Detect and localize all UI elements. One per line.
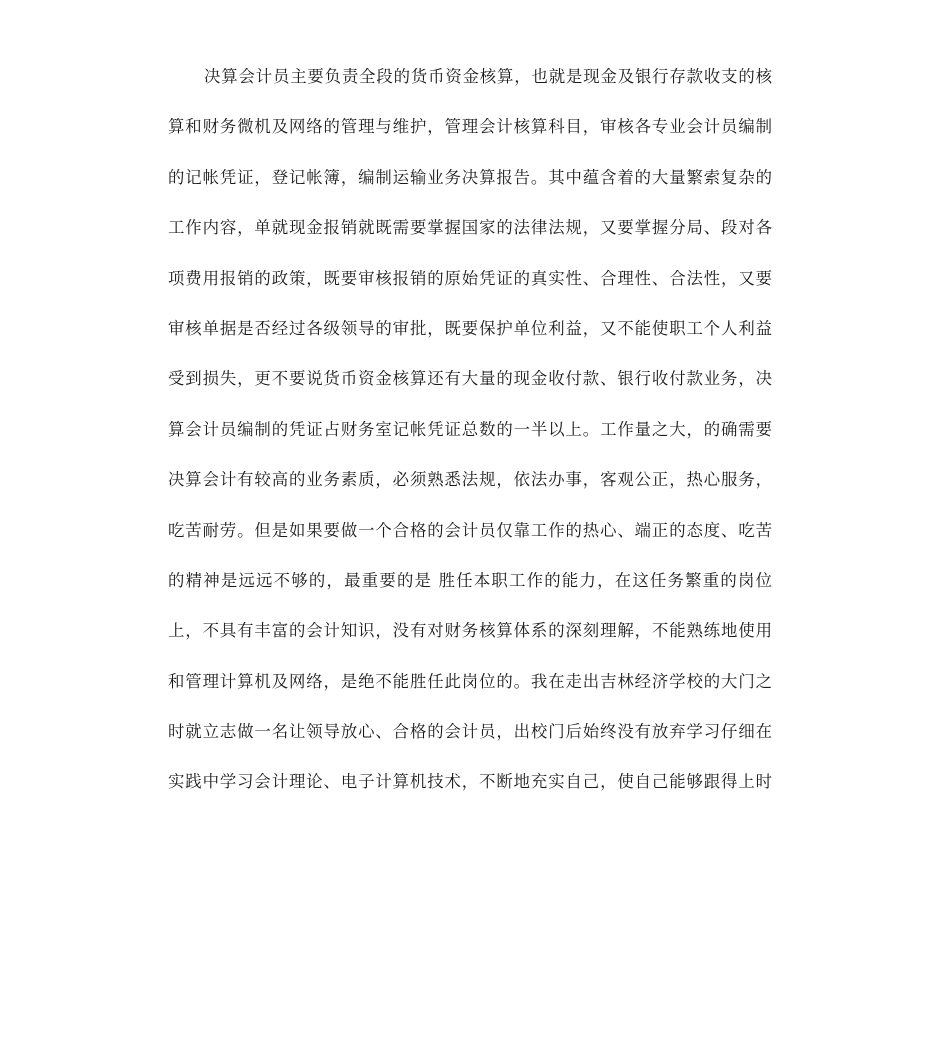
paragraph-line: 上，不具有丰富的会计知识，没有对财务核算体系的深刻理解，不能熟练地使用 [168,621,772,641]
paragraph-line: 的精神是远远不够的，最重要的是 胜任本职工作的能力，在这任务繁重的岗位 [168,570,772,590]
paragraph-line: 时就立志做一名让领导放心、合格的会计员，出校门后始终没有放弃学习仔细在 [168,722,772,742]
paragraph-line: 算会计员编制的凭证占财务室记帐凭证总数的一半以上。工作量之大，的确需要 [168,419,772,439]
paragraph-line: 算和财务微机及网络的管理与维护，管理会计核算科目，审核各专业会计员编制 [168,117,772,137]
paragraph-line: 和管理计算机及网络，是绝不能胜任此岗位的。我在走出吉林经济学校的大门之 [168,671,772,691]
paragraph-line: 项费用报销的政策，既要审核报销的原始凭证的真实性、合理性、合法性，又要 [168,268,772,288]
paragraph-line: 审核单据是否经过各级领导的审批，既要保护单位利益，又不能使职工个人利益 [168,318,772,338]
paragraph-line: 的记帐凭证，登记帐簿，编制运输业务决算报告。其中蕴含着的大量繁索复杂的 [168,167,772,187]
paragraph-line: 实践中学习会计理论、电子计算机技术，不断地充实自己，使自己能够跟得上时 [168,772,772,792]
body-paragraph [168,62,772,818]
paragraph-line: 决算会计员主要负责全段的货币资金核算，也就是现金及银行存款收支的核 [204,67,772,86]
paragraph-line: 受到损失，更不要说货币资金核算还有大量的现金收付款、银行收付款业务，决 [168,369,772,389]
paragraph-line: 决算会计有较高的业务素质，必须熟悉法规，依法办事，客观公正，热心服务， [168,470,772,490]
paragraph-line: 吃苦耐劳。但是如果要做一个合格的会计员仅靠工作的热心、端正的态度、吃苦 [168,520,772,540]
paragraph-line: 工作内容，单就现金报销就既需要掌握国家的法律法规，又要掌握分局、段对各 [168,218,772,238]
